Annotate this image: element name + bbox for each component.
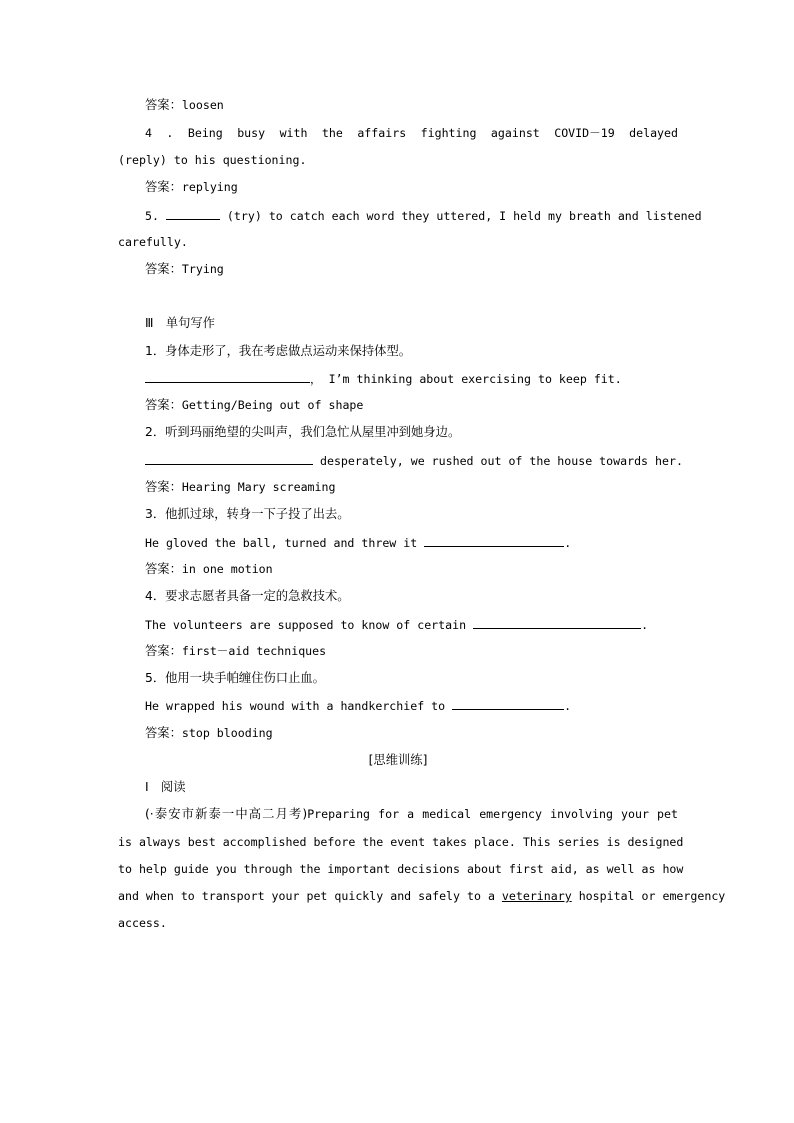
answer-5	[145, 261, 678, 277]
answer-label: 答案：	[145, 262, 182, 276]
answer-text: loosen	[181, 98, 224, 112]
sentence-text: He gloved the ball, turned and threw it	[145, 536, 425, 550]
passage-line-4	[118, 888, 726, 904]
item-1-chinese: 1．身体走形了，我在考虑做点运动来保持体型。	[145, 344, 412, 358]
sentence-text: He wrapped his wound with a handkerchief to	[145, 699, 453, 713]
answer-label: 答案：	[145, 480, 182, 494]
passage-line-5: access.	[118, 916, 167, 930]
blank-line	[145, 370, 310, 383]
passage-line-3: to help guide you through the important decisions about first aid, as well as how	[118, 862, 684, 876]
item-2-answer	[145, 479, 678, 495]
blank-line	[473, 616, 641, 629]
passage-line-1	[145, 806, 678, 822]
item-2-english	[145, 452, 683, 469]
question-4-line-1: 4 . Being busy with the affairs fighting against COVID－19 delayed	[145, 126, 678, 140]
passage-text: and when to transport your pet quickly and safely to a	[118, 889, 502, 903]
item-3-english	[145, 534, 678, 551]
blank-line	[424, 534, 564, 547]
blank-line	[452, 697, 564, 710]
sentence-end: .	[564, 536, 572, 550]
item-2-chinese: 2．听到玛丽绝望的尖叫声，我们急忙从屋里冲到她身边。	[145, 425, 461, 439]
item-3-answer	[145, 561, 678, 577]
answer-label: 答案：	[145, 98, 182, 112]
item-4-english	[145, 616, 678, 633]
answer-text: first－aid techniques	[181, 644, 327, 658]
sentence-text: ， I’m thinking about exercising to keep fit.	[310, 372, 622, 386]
answer-label: 答案：	[145, 180, 182, 194]
passage-text: Preparing for a medical emergency involving your pet	[307, 807, 678, 821]
answer-label: 答案：	[145, 562, 182, 576]
question-4-line-2: (reply) to his questioning.	[118, 153, 307, 167]
question-number: 5.	[145, 209, 166, 223]
training-title: [思维训练]	[368, 753, 428, 767]
sentence-text: desperately, we rushed out of the house towards her.	[313, 454, 683, 468]
passage-source: (·泰安市新泰一中高二月考)	[145, 807, 308, 821]
passage-text: hospital or emergency	[571, 889, 726, 903]
question-text: (try) to catch each word they uttered, I held my breath and listened	[219, 209, 702, 223]
blank-line	[145, 452, 313, 465]
item-1-english	[145, 370, 678, 387]
blank-line	[166, 207, 220, 220]
question-5-line-1	[145, 207, 702, 224]
answer-text: Hearing Mary screaming	[181, 480, 336, 494]
answer-text: in one motion	[181, 562, 273, 576]
question-5-line-2: carefully.	[118, 235, 188, 249]
answer-label: 答案：	[145, 726, 182, 740]
item-4-answer	[145, 643, 678, 659]
item-3-chinese: 3．他抓过球，转身一下子投了出去。	[145, 507, 350, 521]
sentence-end: .	[641, 618, 649, 632]
passage-line-2: is always best accomplished before the event takes place. This series is designed	[118, 835, 684, 849]
answer-text: Getting/Being out of shape	[181, 398, 364, 412]
answer-4	[145, 179, 678, 195]
answer-label: 答案：	[145, 644, 182, 658]
answer-text: Trying	[181, 262, 224, 276]
sentence-end: .	[564, 699, 572, 713]
item-5-chinese: 5．他用一块手帕缠住伤口止血。	[145, 671, 325, 685]
answer-text: replying	[181, 180, 238, 194]
item-4-chinese: 4．要求志愿者具备一定的急救技术。	[145, 589, 350, 603]
item-1-answer	[145, 397, 678, 413]
answer-label: 答案：	[145, 398, 182, 412]
answer-text: stop blooding	[181, 726, 273, 740]
sentence-text: The volunteers are supposed to know of certain	[145, 618, 474, 632]
section-heading: Ⅲ 单句写作	[145, 316, 215, 330]
underlined-word: veterinary	[501, 889, 572, 903]
item-5-english	[145, 697, 678, 714]
answer-3	[145, 97, 678, 113]
item-5-answer	[145, 725, 678, 741]
reading-heading: Ⅰ 阅读	[145, 780, 186, 794]
